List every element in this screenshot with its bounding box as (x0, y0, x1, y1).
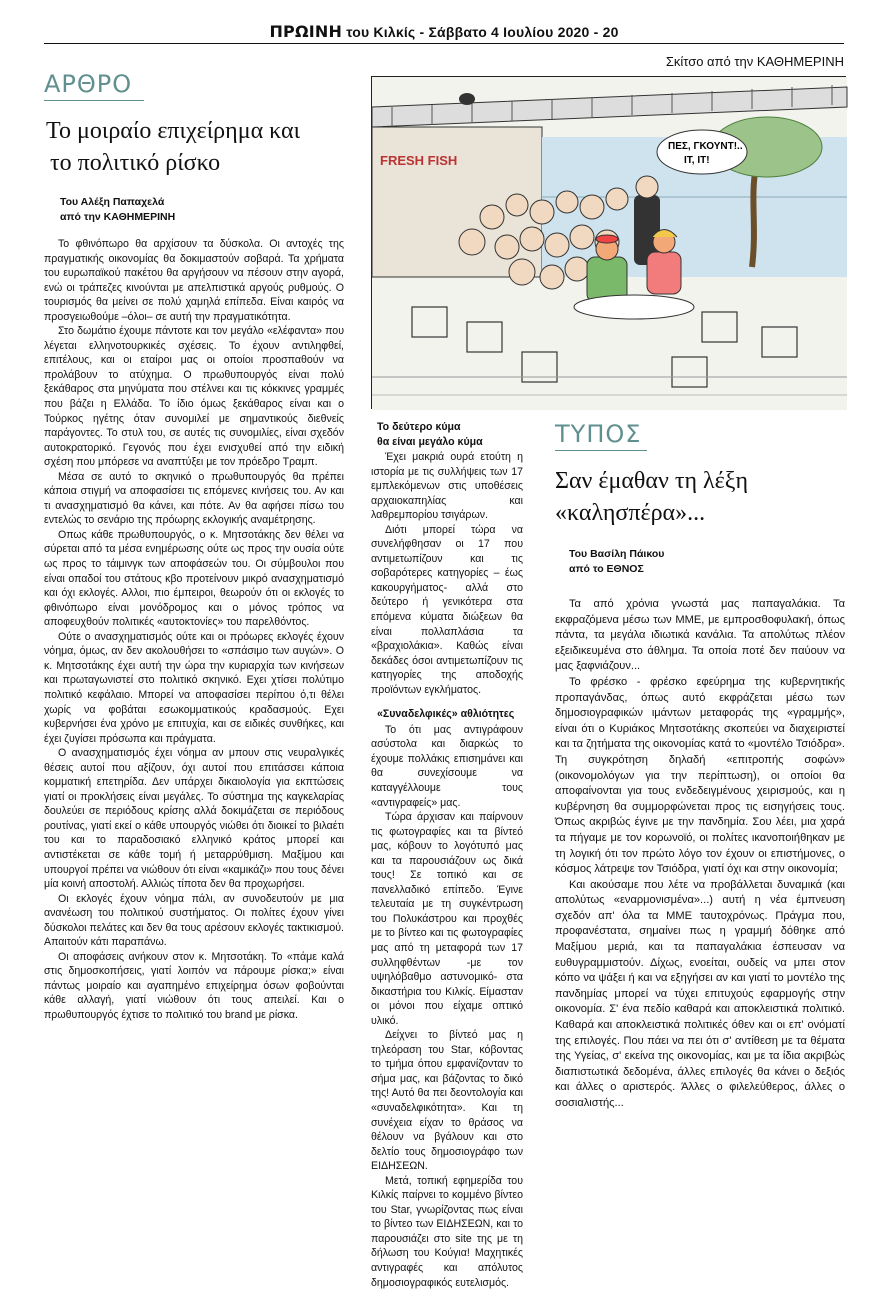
paragraph: Το φρέσκο - φρέσκο εφεύρημα της κυβερνητικής προπαγάνδας, όπως αυτό εκφράζεται μέσω των δημοσιογραφικών ιμάντων μεταφοράς της «γραμμής», είναι ότι ο Κυριάκος Μητσοτάκης σκοπεύει να διαχειριστεί και τα ζητήματα της οικονομίας κατά το «μοντέλο Τσιόδρα». Τη συγκρότηση δηλαδή «επιτροπής σοφών» (οικονομολόγων για την περίπτωση), οι οποίοι θα αποφαίνονται για τους ενδεδειγμένους χειρισμούς, και η κυβέρνηση θα συμμορφώνεται προς τις εισηγήσεις τους. Όπως ακριβώς έγινε με την πανδημία. Σου λέει, μια χαρά τα πήγαμε με τον κορωνοϊό, οι πολίτες ικανοποιήθηκαν με τη λογική ότι τον πρώτο λόγο τον έχουν οι επιστήμονες, ο κόσμος λάτρεψε τον Τσιόδρα, γιατί όχι και στην οικονομία; (555, 675, 845, 876)
editorial-cartoon (371, 76, 846, 409)
subhead-line: Το δεύτερο κύμα (377, 421, 461, 433)
paragraph: Έχει μακριά ουρά ετούτη η ιστορία με τις συλλήψεις των 17 εμπλεκόμενων στις υποθέσεις αρχαιοκαπηλίας και λαθρεμπορίου τσιγάρων. (371, 451, 523, 522)
paragraph: Μέσα σε αυτό το σκηνικό ο πρωθυπουργός θα πρέπει κάποια στιγμή να αποφασίσει τις επόμενες κινήσεις του. Αν και τι ανασχηματισμό θα κάνει, και πότε. Αν θα αφήσει πίσω του εντελώς το σενάριο της πρόωρης εκλογικής αναμέτρησης. (44, 470, 344, 527)
news-brief-column (371, 420, 523, 1290)
sketch-credit: Σκίτσο από την ΚΑΘΗΜΕΡΙΝΗ (665, 54, 844, 69)
article-headline (555, 465, 845, 529)
article-byline (569, 547, 845, 577)
section-label-typos: ΤΥΠΟΣ (555, 420, 642, 448)
byline-source: από το ΕΘΝΟΣ (569, 563, 644, 575)
speech-bubble-line-1: ΠΕΣ, ΓΚΟΥΝΤ!.. (668, 141, 743, 152)
brief-body-2 (371, 723, 523, 1290)
masthead-rule (44, 43, 844, 44)
paragraph: Τα από χρόνια γνωστά μας παπαγαλάκια. Τα εκφραζόμενα μέσω των ΜΜΕ, με εμπροσθοφυλακή, όπως πάντα, τα μεγάλα ιδιωτικά κανάλια. Τα απολύτως πλέον εξειδικευμένα στο άθλημα. Τα οποία ποτέ δεν παύουν να μας ξαφνιάζουν... (555, 598, 845, 673)
section-rule (555, 450, 647, 451)
newspaper-brand: ΠΡΩΙΝΗ (269, 22, 343, 41)
byline-source: από την ΚΑΘΗΜΕΡΙΝΗ (60, 211, 176, 223)
cat-icon (459, 93, 475, 105)
article-body (44, 237, 344, 1023)
subhead-line: θα είναι μεγάλο κύμα (377, 435, 483, 448)
paragraph: Οι εκλογές έχουν νόημα πάλι, αν συνοδευτούν με μια ανανέωση του πολιτικού συστήματος. Οι πολίτες έχουν γίνει δύσκολοι πελάτες και δεν θα τους αρέσουν εκλογές τακτικισμού. Απαιτούν κάτι παραπάνω. (44, 892, 344, 949)
headline-line-2: το πολιτικό ρίσκο (50, 150, 221, 176)
section-rule (44, 100, 144, 101)
article-body (555, 597, 845, 1112)
paragraph: Ούτε ο ανασχηματισμός ούτε και οι πρόωρες εκλογές έχουν νόημα, όμως, αν δεν ακολουθήσει το «σπάσιμο των αυγών». Ο κ. Μητσοτάκης έχει αυτή την ώρα την κυριαρχία των κινήσεων και πρωταγωνιστεί στο πολιτικό σκηνικό. Εχει χτίσει πολύτιμο πολιτικό κεφάλαιο. Μπορεί να αποφασίσει περίπου ό,τι θέλει χωρίς να φοβάται εσωκομματικούς κραδασμούς. Εχει κυβερνήσει ένα χρόνο με επιτυχία, και σε ειδικές συνθήκες, και έχει ζυγίσει πρόσωπα και πράγματα. (44, 630, 344, 745)
paragraph: Και ακούσαμε που λέτε να προβάλλεται δυναμικά (και απολύτως «εναρμονισμένα»...) αυτή η νέα έμπνευση σχεδόν απ' όλα τα ΜΜΕ ταυτοχρόνως. Πράγμα που, προφανέστατα, σημαίνει πως η γραμμή δόθηκε από Μαξίμου μεριά, και τα παπαγαλάκια έσπευσαν να ευθυγραμμιστούν. Δίχως, ενοείται, ουδείς να μπει στον κόπο να ψάξει ή και να εξηγήσει αν και γιατί το μοντέλο της πανδημίας μπορεί να τύχει επιτυχούς εφαρμογής στην οικονομία. Σ' ένα πεδίο καθαρά και αποκλειστικά πολιτικό. Καθαρά και αποκλειστικά πολιτικές όθεν και οι επ' ονόματί της επιλογές. Που πάει να πει ότι σ' αντίθεση με τα θέματα της Υγείας, σ' εκείνα της οικονομίας, και με τα ίδια ακριβώς διαπιστωτικά δεδομένα, άλλες επιλογές θα κάνει ο δεξιός και άλλες ο αριστερός. Άλλες ο φιλελεύθερος, άλλες ο σοσιαλιστής... (555, 878, 845, 1109)
brief-subhead-2: «Συναδελφικές» αθλιότητες (377, 708, 515, 721)
article-byline (60, 195, 344, 225)
paragraph: Οπως κάθε πρωθυπουργός, ο κ. Μητσοτάκης δεν θέλει να σύρεται από τα μέσα ενημέρωσης ούτε ως προς την ουσία ούτε ως προς το τάιμινγκ των αποφάσεών του. Οι σύμβουλοι που είναι οπαδοί του στάτους κβο προτείνουν μικρό ανασχηματισμό και όχι εκλογές. Αλλοι, πιο έμπειροι, θεωρούν ότι οι εκλογές το φθινόπωρο είναι μονόδρομος και ο μόνος τρόπος να αποφευχθούν πολιτικές «αυτοκτονίες» του παρελθόντος. (44, 528, 344, 629)
paragraph: Το ότι μας αντιγράφουν ασύστολα και διαρκώς το έχουμε πολλάκις επισημάνει και θα συνεχίσουμε να καταγγέλλουμε τους «αντιγραφείς» μας. (371, 723, 523, 809)
brief-subhead-1 (377, 420, 523, 449)
issue-date: - Σάββατο 4 Ιουλίου 2020 - (419, 24, 599, 40)
speech-bubble-line-2: IT, IT! (684, 155, 710, 166)
section-label-arthro: ΑΡΘΡΟ (44, 70, 133, 98)
newspaper-name-rest: του Κιλκίς (346, 24, 416, 40)
paragraph: Δείχνει το βίντεό μας η τηλεόραση του Star, κόβοντας το τμήμα όπου εμφανίζονταν το σήμα μας, και βάζοντας το δικό της! Αυτό θα πει δεοντολογία και «συναδελφικότητα». Και τη συνέχεια είχαν το θράσος να θέλουν να βγάλουν και στο δελτίο τους δημοσιογράφο των ΕΙΔΗΣΕΩΝ. (371, 1029, 523, 1173)
paragraph: Μετά, τοπική εφημερίδα του Κιλκίς παίρνει το κομμένο βίντεο του Star, γνωρίζοντας πως είναι το βίντεο των ΕΙΔΗΣΕΩΝ, και το παρουσιάζει στο site της με τη δήλωση του Κούγια! Μαχητικές αντιγραφές και απόλυτος δημοσιογραφικός ευτελισμός. (371, 1174, 523, 1289)
byline-author: Του Βασίλη Πάικου (569, 548, 665, 560)
cartoon-drawing (372, 77, 847, 410)
article-right (555, 420, 845, 1112)
page-number: 20 (602, 24, 619, 40)
headline-line-1: Σαν έμαθαν τη λέξη (555, 468, 748, 494)
article-headline (44, 115, 344, 179)
headline-line-2: «καλησπέρα»... (555, 500, 706, 526)
paragraph: Τώρα άρχισαν και παίρνουν τις φωτογραφίες και τα βίντεό μας, κόβουν το λογότυπό μας και τα παρουσιάζουν ως δικά τους! Σε τοπικό και σε πανελλαδικό επίπεδο. Έγινε τελευταία με τη συγκέντρωση του Πολυκάστρου και προχθές με το βίντεο και τις φωτογραφίες μας από τη μεταφορά των 17 συλληφθέντων -με τον υψηλόβαθμο αστυνομικό- στα δικαστήρια του Κιλκίς. Είμασταν οι μόνοι που είχαμε οπτικό υλικό. (371, 811, 523, 1027)
article-left (44, 70, 344, 1023)
paragraph: Οι αποφάσεις ανήκουν στον κ. Μητσοτάκη. Το «πάμε καλά στις δημοσκοπήσεις, γιατί λοιπόν να πάρουμε ρίσκα;» είναι πάντως μοιραίο και αγαπημένο επιχείρημα όσων φοβούνται κάθε αλλαγή, γιατί νιώθουν ότι τους απειλεί. Και ο πρωθυπουργός έχτισε το πολιτικό του brand με ρίσκα. (44, 950, 344, 1021)
shop-sign: FRESH FISH (380, 153, 458, 168)
paragraph: Το φθινόπωρο θα αρχίσουν τα δύσκολα. Οι αντοχές της πραγματικής οικονομίας θα δοκιμαστούν σοβαρά. Τα χρήματα του ευρωπαϊκού πακέτου θα αργήσουν να πέσουν στην αγορά, ενώ οι τράπεζες κινούνται με απελπιστικά αργούς ρυθμούς. Ο τουρισμός θα μείνει σε πολύ χαμηλά επίπεδα. Είναι καιρός να προσγειωθούμε –όλοι– σε αυτή την πραγματικότητα. (44, 238, 344, 323)
byline-author: Του Αλέξη Παπαχελά (60, 196, 165, 208)
masthead (44, 22, 844, 44)
paragraph: Διότι μπορεί τώρα να συνελήφθησαν οι 17 που αντιμετωπίζουν και τις σοβαρότερες κατηγορίες – έως κακουργήματος- αλλά στο δεύτερο ή γενικότερα στα επόμενα κύματα διώξεων θα είναι πολλαπλάσια τα «βραχιολάκια». Καθώς είναι δεκάδες όσοι αντιμετωπίζουν τις κατηγορίες της αποδοχής προϊόντων εγκλήματος. (371, 523, 523, 696)
headline-line-1: Το μοιραίο επιχείρημα και (46, 118, 301, 144)
brief-body-1 (371, 450, 523, 697)
paragraph: Στο δωμάτιο έχουμε πάντοτε και τον μεγάλο «ελέφαντα» που λέγεται ελληνοτουρκικές σχέσεις. Το έχουν αντιληφθεί, επιτέλους, και οι εταίροι μας οι οποίοι προσπαθούν να προλάβουν το ατύχημα. Ο πρωθυπουργός είναι πολύ ξεκάθαρος στα μηνύματα που στέλνει και τις κόκκινες γραμμές που βάζει η Ελλάδα. Το ίδιο όμως ξεκάθαρος είναι και ο Τούρκος ηγέτης όταν συνομιλεί με σημαντικούς διεθνείς παράγοντες. Το στυλ του, σε αυτές τις συνομιλίες, είναι σχεδόν αυτοκρατορικό. Γεγονός που έχει ενισχυθεί από την ειδική σχέση που μπόρεσε να αναπτύξει με τον πρόεδρο Τραμπ. (44, 325, 344, 469)
paragraph: Ο ανασχηματισμός έχει νόημα αν μπουν στις νευραλγικές θέσεις αυτοί που αξίζουν, όχι αυτοί που επιτάσσει κάποια κομματική επετηρίδα. Δεν υπάρχει δικαιολογία για εκπτώσεις γιατί οι προκλήσεις είναι μεγάλες. Το σύστημα της καγκελαρίας δουλεύει σε περιόδους κρίσης αλλά δοκιμάζεται σε περιόδους ρουτίνας, γιατί εκεί ο κάθε υπουργός νιώθει ότι διοικεί το βιλαέτι του και το παραδοσιακό ελληνικό κράτος μπορεί και αντιστέκεται σε κάθε τομή ή μεταρρύθμιση. Μαξίμου και υπουργοί πρέπει να νιώθουν ότι είναι «καμικάζι» που τους δένει μία κοινή αποστολή. Αλλιώς τίποτα δεν θα προχωρήσει. (44, 747, 344, 891)
